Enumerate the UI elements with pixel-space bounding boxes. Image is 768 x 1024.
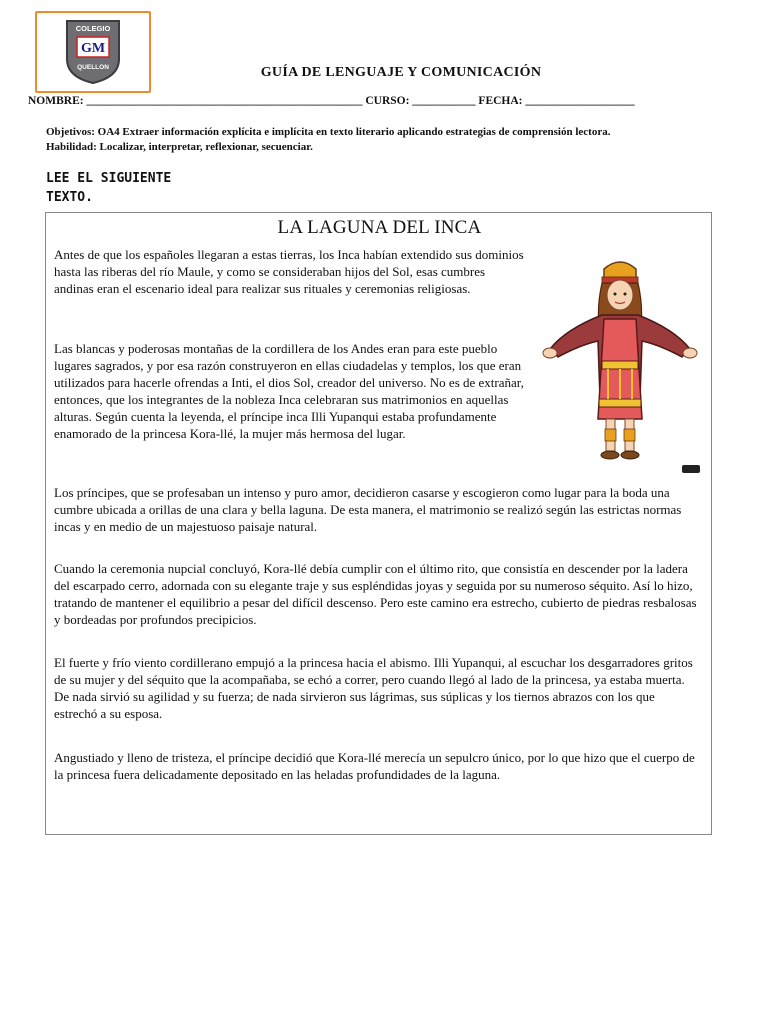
story-paragraph-3: Los príncipes, que se profesaban un intenso y puro amor, decidieron casarse y escogieron como lugar para la boda una cumbre ubicada a orillas de una clara y bella laguna. De esta manera, el matrimonio se realizó según las estrictas normas incas y en medio de un majestuoso paisaje natural. [54, 485, 682, 534]
logo-bottom-text: QUELLON [77, 64, 109, 71]
logo-initials: GM [80, 41, 106, 56]
story-box [45, 212, 712, 835]
instruction-line-2: TEXTO. [46, 190, 93, 205]
story-title: LA LAGUNA DEL INCA [277, 217, 482, 238]
guide-title: GUÍA DE LENGUAJE Y COMUNICACIÓN [260, 65, 542, 80]
skill-text: Habilidad: Localizar, interpretar, reflexionar, secuenciar. [46, 141, 313, 153]
story-paragraph-4: Cuando la ceremonia nupcial concluyó, Kora-llé debía cumplir con el último rito, que consistía en descender por la ladera del escarpado cerro, adornada con su elegante traje y sus espléndidas joyas y seguida por su numeroso séquito. Así lo hizo, tratando de mantener el equilibrio a pesar del difícil descenso. Pero este camino era estrecho, cubierto de piedras resbalosas y bordeadas por profundos precipicios. [54, 561, 697, 627]
story-paragraph-5: El fuerte y frío viento cordillerano empujó a la princesa hacia el abismo. Illi Yupanqui, al escuchar los desgarradores gritos de su mujer y del séquito que la acompañaba, se echó a correr, pero cuando llegó al lado de la princesa, ya estaba muerta. De nada sirvió su agilidad y su fuerza; de nada sirvieron sus lágrimas, sus súplicas y los tiernos abrazos con los que estrechó a su esposa. [54, 655, 693, 721]
objectives-text: Objetivos: OA4 Extraer información explícita e implícita en texto literario aplicando estrategias de comprensión lectora. [46, 126, 611, 138]
reading-instruction [46, 169, 206, 207]
logo-top-text: COLEGIO [75, 24, 111, 33]
student-info-line: NOMBRE: ________________________________________________ CURSO: ___________ FECHA: ___________________ [28, 95, 635, 107]
story-paragraph-6: Angustiado y lleno de tristeza, el príncipe decidió que Kora-llé merecía un sepulcro único, por lo que hizo que el cuerpo de la princesa fuera delicadamente depositado en las heladas profundidades de la laguna. [54, 750, 695, 782]
objectives-block [46, 125, 610, 155]
instruction-line-1: LEE EL SIGUIENTE [46, 171, 172, 186]
story-paragraph-2: Las blancas y poderosas montañas de la cordillera de los Andes eran para este pueblo lugares sagrados, y por esa razón construyeron en ellas ciudadelas y templos, los que eran utilizados para hacerle ofrendas a Inti, el dios Sol, creador del universo. No es de extrañar, entonces, que los integrantes de la nobleza Inca celebraran sus matrimonios en aquellas alturas. Según cuenta la leyenda, el príncipe inca Illi Yupanqui estaba profundamente enamorado de la princesa Kora-llé, la mujer más hermosa del lugar. [54, 341, 524, 441]
story-paragraph-1: Antes de que los españoles llegaran a estas tierras, los Inca habían extendido sus dominios hasta las riberas del río Maule, y como se consideraban hijos del Sol, esas cumbres andinas eran el escenario ideal para realizar sus rituales y ceremonias religiosas. [54, 247, 524, 296]
inca-princess-illustration [536, 249, 704, 479]
